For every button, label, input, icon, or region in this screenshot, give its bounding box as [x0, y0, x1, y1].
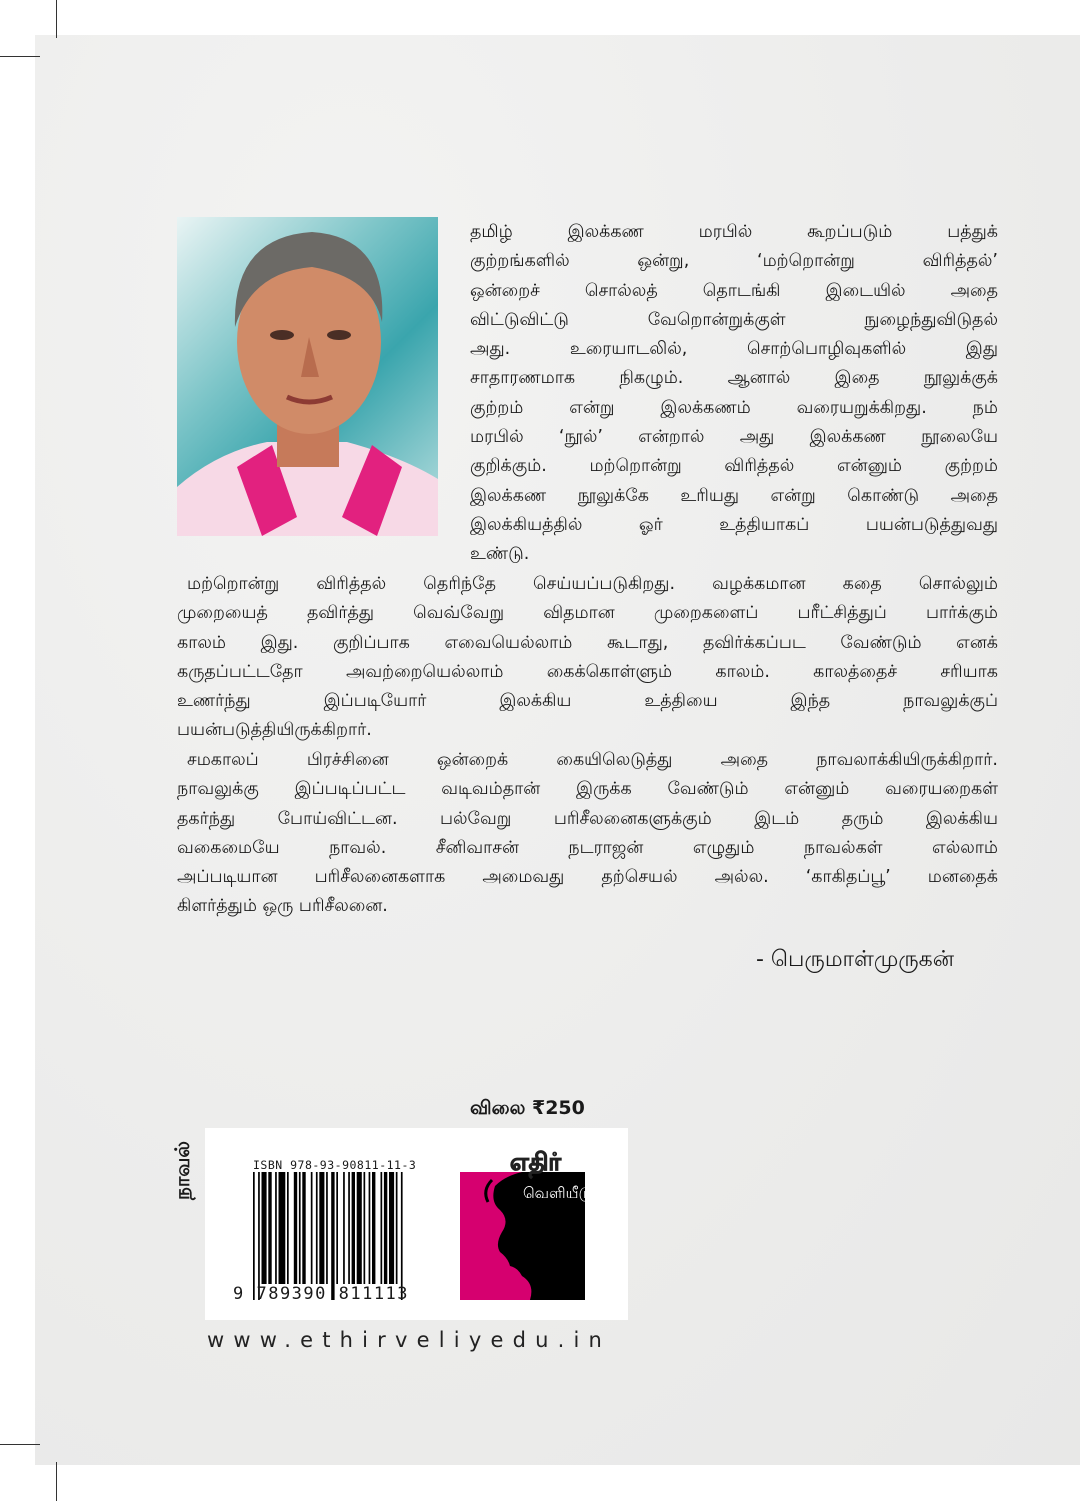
- barcode-bar: [389, 1172, 394, 1284]
- barcode-bar: [299, 1172, 301, 1284]
- text-line: சாதாரணமாக நிகழும். ஆனால் இதை நூலுக்குக்: [470, 368, 998, 389]
- text-line: காலம் இது. குறிப்பாக எவையெல்லாம் கூடாது, தவிர்க்கப்பட வேண்டும் எனக்: [177, 632, 998, 653]
- barcode-bar: [258, 1172, 260, 1300]
- barcode-bar: [364, 1172, 366, 1284]
- text-line: முறையைத் தவிர்த்து வெவ்வேறு விதமான முறைகளைப் பரீட்சித்துப் பார்க்கும்: [177, 603, 998, 624]
- barcode-bar: [275, 1172, 277, 1284]
- text-line: வகைமையே நாவல். சீனிவாசன் நடராஜன் எழுதும் நாவல்கள் எல்லாம்: [177, 837, 998, 858]
- barcode-bar: [401, 1172, 403, 1300]
- barcode-bar: [279, 1172, 286, 1284]
- barcode-bar: [287, 1172, 289, 1284]
- website-link[interactable]: www.ethirveliyedu.in: [207, 1328, 612, 1352]
- barcode-bar: [326, 1172, 328, 1284]
- crop-mark: [0, 1444, 40, 1445]
- barcode-bar: [331, 1172, 334, 1300]
- text-line: கிளர்த்தும் ஒரு பரிசீலனை.: [177, 896, 388, 917]
- text-line: இலக்கண நூலுக்கே உரியது என்று கொண்டு அதை: [470, 485, 998, 506]
- barcode-bar: [294, 1172, 297, 1284]
- text-line: சமகாலப் பிரச்சினை ஒன்றைக் கையிலெடுத்து அதை நாவலாக்கியிருக்கிறார்.: [187, 750, 998, 770]
- barcode-bar: [262, 1172, 267, 1284]
- publisher-name: எதிர்: [510, 1148, 561, 1176]
- barcode-bar: [369, 1172, 371, 1284]
- barcode-bar: [372, 1172, 375, 1284]
- author-portrait: [177, 217, 438, 536]
- barcode-bar: [311, 1172, 313, 1284]
- barcode-bar: [253, 1172, 255, 1300]
- barcode-bar: [357, 1172, 362, 1284]
- barcode-bar: [396, 1172, 398, 1284]
- isbn-label: ISBN 978-93-90811-11-3: [253, 1158, 417, 1172]
- crop-mark: [56, 0, 57, 38]
- barcode-digits: 9 789390 811113: [233, 1284, 410, 1304]
- price-label: விலை ₹250: [470, 1097, 585, 1119]
- barcode-bar: [348, 1172, 350, 1284]
- publisher-sub: வெளியீடு: [523, 1184, 592, 1202]
- crop-mark: [0, 56, 40, 57]
- text-line: குற்றம் என்று இலக்கணம் வரையறுக்கிறது. நம்: [470, 397, 998, 418]
- text-line: இலக்கியத்தில் ஓர் உத்தியாகப் பயன்படுத்துவது: [470, 514, 998, 535]
- text-line: விட்டுவிட்டு வேறொன்றுக்குள் நுழைந்துவிடுதல்: [470, 309, 998, 330]
- barcode-bar: [343, 1172, 345, 1284]
- text-line: நாவலுக்கு இப்படிப்பட்ட வடிவம்தான் இருக்க வேண்டும் என்னும் வரையறைகள்: [177, 779, 998, 800]
- body-paragraph-3: [177, 746, 998, 922]
- text-line: குறிக்கும். மற்றொன்று விரித்தல் என்னும் குற்றம்: [470, 456, 998, 477]
- genre-label: நாவல்: [170, 1140, 194, 1200]
- crop-mark: [56, 1462, 57, 1501]
- text-line: கருதப்பட்டதோ அவற்றையெல்லாம் கைக்கொள்ளும் காலம். காலத்தைச் சரியாக: [177, 661, 998, 682]
- barcode-bar: [268, 1172, 271, 1284]
- text-line: உண்டு.: [470, 544, 530, 565]
- barcode-bar: [316, 1172, 318, 1284]
- barcode-bar: [352, 1172, 355, 1284]
- text-line: அப்படியான பரிசீலனைகளாக அமைவது தற்செயல் அல்ல. ‘காகிதப்பூ’ மனதைக்: [177, 867, 998, 888]
- text-line: மற்றொன்று விரித்தல் தெரிந்தே செய்யப்படுகிறது. வழக்கமான கதை சொல்லும்: [187, 574, 998, 594]
- barcode: [253, 1172, 433, 1300]
- text-line: தகர்ந்து போய்விட்டன. பல்வேறு பரிசீலனைகளுக்கும் இடம் தரும் இலக்கிய: [177, 808, 998, 829]
- text-line: அது. உரையாடலில், சொற்பொழிவுகளில் இது: [470, 339, 998, 360]
- barcode-bar: [319, 1172, 324, 1284]
- barcode-bar: [336, 1172, 338, 1284]
- text-line: பயன்படுத்தியிருக்கிறார்.: [177, 720, 372, 741]
- barcode-bar: [384, 1172, 387, 1284]
- text-line: ஒன்றைச் சொல்லத் தொடங்கி இடையில் அதை: [470, 280, 998, 301]
- text-line: உணர்ந்து இப்படியோர் இலக்கிய உத்தியை இந்த நாவலுக்குப்: [177, 691, 998, 712]
- text-line: குற்றங்களில் ஒன்று, ‘மற்றொன்று விரித்தல்’: [470, 251, 998, 272]
- intro-paragraph: [470, 218, 998, 570]
- barcode-bar: [302, 1172, 305, 1284]
- barcode-bar: [381, 1172, 383, 1284]
- body-paragraph-2: [177, 570, 998, 746]
- text-line: தமிழ் இலக்கண மரபில் கூறப்படும் பத்துக்: [470, 222, 998, 242]
- signature: - பெருமாள்முருகன்: [756, 947, 955, 972]
- barcode-panel: [205, 1128, 628, 1320]
- text-line: மரபில் ‘நூல்’ என்றால் அது இலக்கண நூலையே: [470, 427, 998, 448]
